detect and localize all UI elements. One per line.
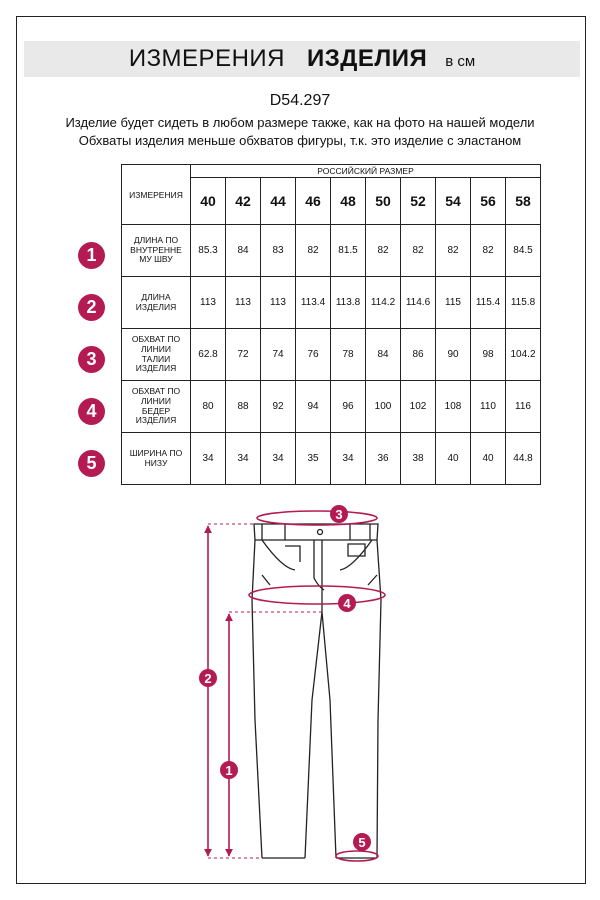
table-cell: 83 <box>261 225 296 277</box>
row-badge-1: 1 <box>78 242 105 269</box>
size-header: 44 <box>261 178 296 225</box>
table-cell: 76 <box>296 329 331 381</box>
table-cell: 85.3 <box>191 225 226 277</box>
table-cell: 81.5 <box>331 225 366 277</box>
table-cell: 34 <box>191 433 226 485</box>
table-cell: 113 <box>191 277 226 329</box>
table-cell: 114.6 <box>401 277 436 329</box>
hem-measure-line <box>336 851 378 861</box>
table-cell: 116 <box>506 381 541 433</box>
table-cell: 62.8 <box>191 329 226 381</box>
table-cell: 34 <box>226 433 261 485</box>
title-bold: ИЗДЕЛИЯ <box>307 45 428 72</box>
table-cell: 35 <box>296 433 331 485</box>
table-cell: 84.5 <box>506 225 541 277</box>
row-badge-3: 3 <box>78 346 105 373</box>
article-code: D54.297 <box>269 92 331 109</box>
table-cell: 94 <box>296 381 331 433</box>
row-label: ДЛИНА ИЗДЕЛИЯ <box>122 277 191 329</box>
row-label: ОБХВАТ ПО ЛИНИИ БЕДЕР ИЗДЕЛИЯ <box>122 381 191 433</box>
diagram-marker-1 <box>220 761 238 779</box>
table-cell: 40 <box>436 433 471 485</box>
size-header: 48 <box>331 178 366 225</box>
diagram-marker-5 <box>353 833 371 851</box>
table-cell: 82 <box>366 225 401 277</box>
table-cell: 113 <box>261 277 296 329</box>
table-cell: 72 <box>226 329 261 381</box>
svg-text:5: 5 <box>358 835 366 850</box>
table-cell: 84 <box>226 225 261 277</box>
table-cell: 44.8 <box>506 433 541 485</box>
title-main: ИЗМЕРЕНИЯ <box>128 45 285 72</box>
table-cell: 98 <box>471 329 506 381</box>
diagram-marker-2 <box>199 669 217 687</box>
table-cell: 104.2 <box>506 329 541 381</box>
row-badge-2: 2 <box>78 294 105 321</box>
table-cell: 115 <box>436 277 471 329</box>
row-label: ДЛИНА ПО ВНУТРЕННЕ МУ ШВУ <box>122 225 191 277</box>
row-label: ШИРИНА ПО НИЗУ <box>122 433 191 485</box>
row-badge-4: 4 <box>78 398 105 425</box>
table-cell: 113 <box>226 277 261 329</box>
table-cell: 96 <box>331 381 366 433</box>
table-cell: 92 <box>261 381 296 433</box>
table-cell: 34 <box>331 433 366 485</box>
size-header: 58 <box>506 178 541 225</box>
table-cell: 82 <box>401 225 436 277</box>
jeans-outline <box>252 524 381 858</box>
table-cell: 78 <box>331 329 366 381</box>
size-header: 50 <box>366 178 401 225</box>
table-cell: 34 <box>261 433 296 485</box>
table-cell: 113.8 <box>331 277 366 329</box>
svg-text:2: 2 <box>204 671 212 686</box>
table-cell: 110 <box>471 381 506 433</box>
table-cell: 82 <box>436 225 471 277</box>
table-cell: 86 <box>401 329 436 381</box>
diagram-marker-3 <box>330 505 348 523</box>
table-cell: 115.8 <box>506 277 541 329</box>
svg-text:3: 3 <box>335 507 343 522</box>
table-cell: 36 <box>366 433 401 485</box>
table-cell: 88 <box>226 381 261 433</box>
table-cell: 82 <box>296 225 331 277</box>
table-cell: 115.4 <box>471 277 506 329</box>
svg-text:1: 1 <box>225 763 233 778</box>
waist-measure-line <box>257 511 377 525</box>
table-cell: 40 <box>471 433 506 485</box>
table-cell: 102 <box>401 381 436 433</box>
size-header: 42 <box>226 178 261 225</box>
measurements-header: ИЗМЕРЕНИЯ <box>122 165 191 225</box>
size-header: 40 <box>191 178 226 225</box>
table-cell: 114.2 <box>366 277 401 329</box>
table-cell: 38 <box>401 433 436 485</box>
diagram-marker-4 <box>338 594 356 612</box>
size-header: 52 <box>401 178 436 225</box>
table-cell: 90 <box>436 329 471 381</box>
size-header: 46 <box>296 178 331 225</box>
row-label: ОБХВАТ ПО ЛИНИИ ТАЛИИ ИЗДЕЛИЯ <box>122 329 191 381</box>
size-group-header: РОССИЙСКИЙ РАЗМЕР <box>191 165 541 178</box>
table-cell: 113.4 <box>296 277 331 329</box>
table-cell: 80 <box>191 381 226 433</box>
table-cell: 100 <box>366 381 401 433</box>
note-line-1: Изделие будет сидеть в любом размере также, как на фото на нашей модели <box>65 115 535 130</box>
table-cell: 84 <box>366 329 401 381</box>
hip-measure-line <box>249 586 385 604</box>
table-cell: 108 <box>436 381 471 433</box>
size-header: 54 <box>436 178 471 225</box>
table-cell: 74 <box>261 329 296 381</box>
svg-text:4: 4 <box>343 596 351 611</box>
size-header: 56 <box>471 178 506 225</box>
note-line-2: Обхваты изделия меньше обхватов фигуры, т.к. это изделие с эластаном <box>78 133 522 148</box>
row-badge-5: 5 <box>78 450 105 477</box>
table-cell: 82 <box>471 225 506 277</box>
title-unit: в см <box>445 52 476 70</box>
